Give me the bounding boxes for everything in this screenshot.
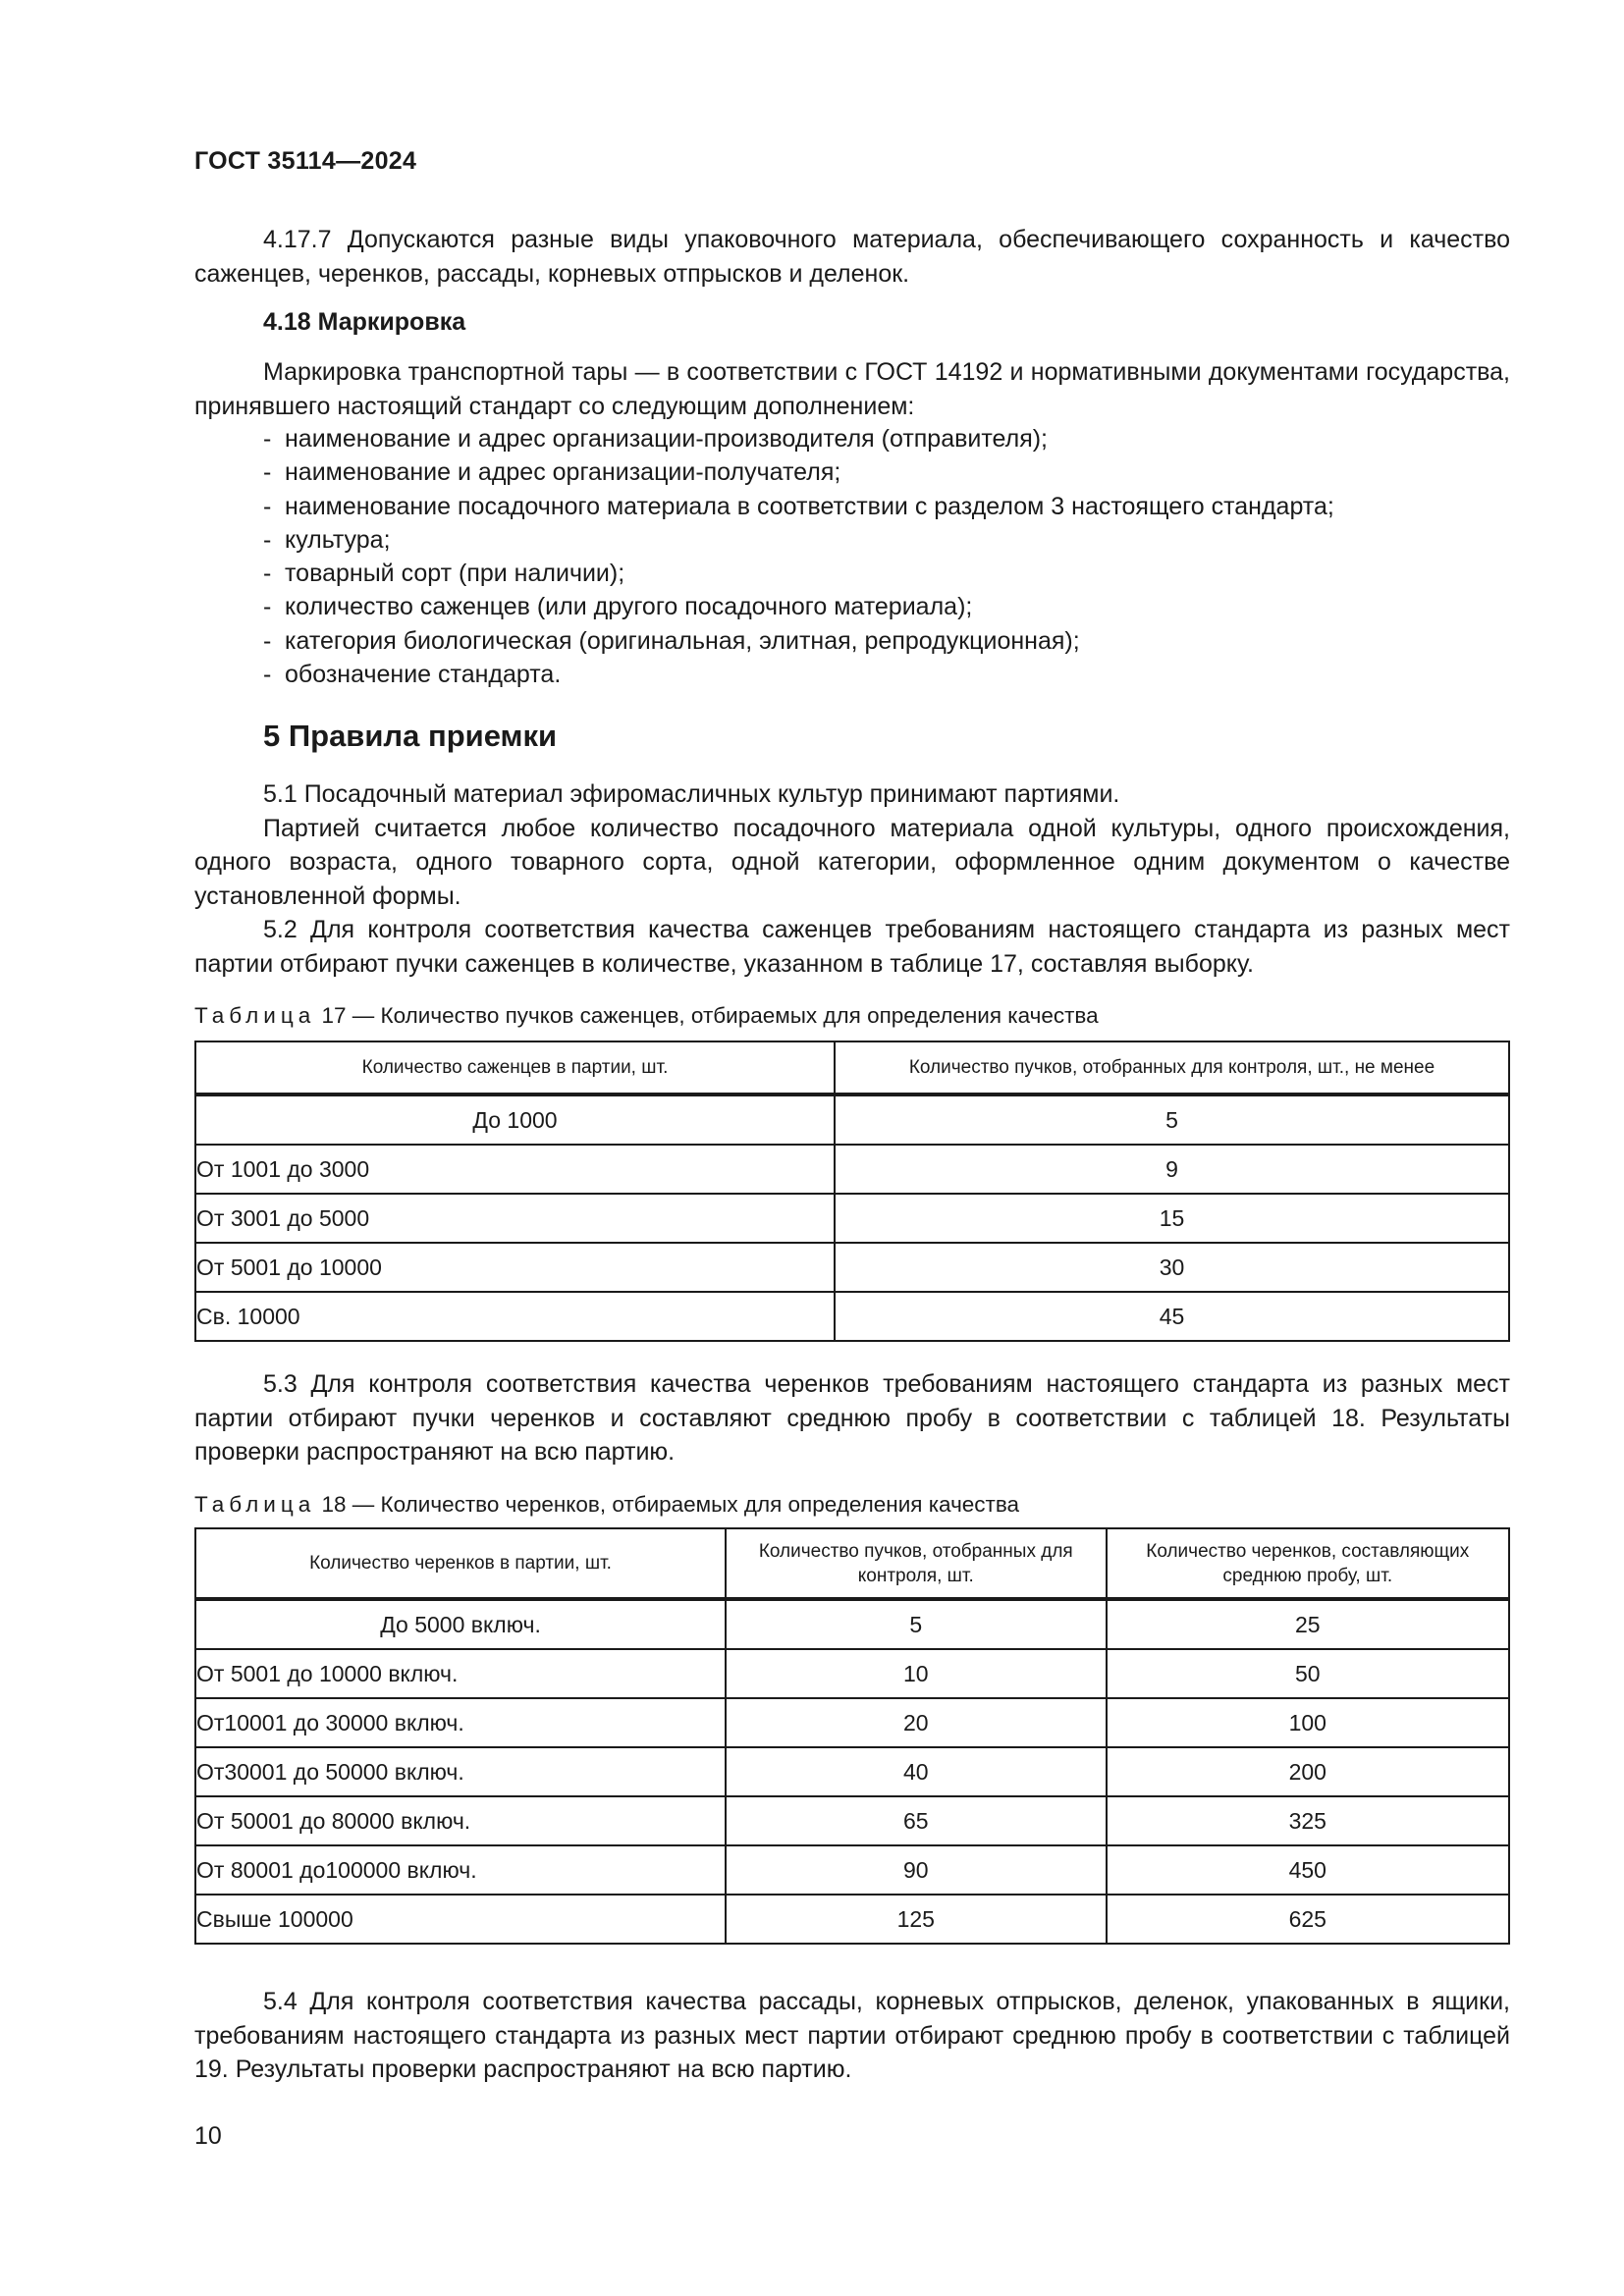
table-cell: 5: [835, 1095, 1509, 1145]
table-cell: 90: [726, 1845, 1106, 1895]
list-dash: -: [263, 425, 272, 453]
page-number: 10: [194, 2122, 222, 2150]
paragraph-5-1: 5.1 Посадочный материал эфиромасличных культур принимают партиями.: [263, 780, 1120, 808]
marking-intro: [194, 355, 1510, 423]
table-cell: 50: [1107, 1649, 1509, 1698]
marking-list: [263, 422, 1334, 691]
table-cell: 10: [726, 1649, 1106, 1698]
list-item: [263, 624, 1334, 658]
list-item: [263, 523, 1334, 557]
list-dash: -: [263, 458, 272, 487]
table-cell: 30: [835, 1243, 1509, 1292]
table-cell: 450: [1107, 1845, 1509, 1895]
list-item-text: культура;: [285, 525, 391, 554]
paragraph-4-17-7: [194, 223, 1510, 291]
table-cell: От 1001 до 3000: [195, 1145, 835, 1194]
list-item-text: наименование и адрес организации-получателя;: [285, 458, 841, 487]
table-cell: От 5001 до 10000: [195, 1243, 835, 1292]
paragraph-5-4: 5.4 Для контроля соответствия качества рассады, корневых отпрысков, деленок, упакованных в ящики, требованиям настоящего стандарта из разных мест партии отбирают среднюю пробу в соответствии с таблицей 19. Результаты проверки распространяют на всю партию.: [194, 1988, 1510, 2083]
paragraph-5-1-b: Партией считается любое количество посадочного материала одной культуры, одного происхождения, одного возраста, одного товарного сорта, одной категории, оформленное одним документом о качестве установленной формы.: [194, 814, 1510, 910]
list-item: [263, 490, 1334, 523]
table-row: [195, 1895, 1509, 1944]
table-header-cell: Количество пучков, отобранных для контроля, шт., не менее: [835, 1041, 1509, 1095]
list-dash: -: [263, 492, 272, 520]
list-item: [263, 658, 1334, 691]
table-header-cell: Количество пучков, отобранных для контроля, шт.: [726, 1528, 1106, 1599]
table-cell: 5: [726, 1599, 1106, 1649]
table-cell: 25: [1107, 1599, 1509, 1649]
list-item-text: категория биологическая (оригинальная, элитная, репродукционная);: [285, 626, 1080, 655]
list-item: [263, 455, 1334, 489]
table-cell: От 5001 до 10000 включ.: [195, 1649, 726, 1698]
table-row: [195, 1095, 1509, 1145]
table-header-cell: Количество черенков, составляющих среднюю пробу, шт.: [1107, 1528, 1509, 1599]
table-row: [195, 1649, 1509, 1698]
table-cell: 40: [726, 1747, 1106, 1796]
paragraph-text: 4.17.7 Допускаются разные виды упаковочного материала, обеспечивающего сохранность и качество саженцев, черенков, рассады, корневых отпрысков и деленок.: [194, 226, 1510, 288]
table-row: [195, 1796, 1509, 1845]
table-cell: До 5000 включ.: [195, 1599, 726, 1649]
table-row: [195, 1145, 1509, 1194]
table-cell: 20: [726, 1698, 1106, 1747]
paragraph-5-3: 5.3 Для контроля соответствия качества черенков требованиям настоящего стандарта из разных мест партии отбирают пучки черенков и составляют среднюю пробу в соответствии с таблицей 18. Результаты проверки распространяют на всю партию.: [194, 1370, 1510, 1466]
table-cell: 100: [1107, 1698, 1509, 1747]
table-cell: Св. 10000: [195, 1292, 835, 1341]
section-heading-5: 5 Правила приемки: [263, 719, 558, 753]
table-cell: 200: [1107, 1747, 1509, 1796]
list-item: [263, 422, 1334, 455]
table-cell: 45: [835, 1292, 1509, 1341]
table-cell: От10001 до 30000 включ.: [195, 1698, 726, 1747]
table-cell: От 50001 до 80000 включ.: [195, 1796, 726, 1845]
table-cell: 65: [726, 1796, 1106, 1845]
list-item: [263, 557, 1334, 590]
list-item-text: наименование и адрес организации-производителя (отправителя);: [285, 425, 1049, 453]
paragraph-5-2: 5.2 Для контроля соответствия качества саженцев требованиям настоящего стандарта из разных мест партии отбирают пучки саженцев в количестве, указанном в таблице 17, составляя выборку.: [194, 916, 1510, 978]
table-row: [195, 1698, 1509, 1747]
table-row: [195, 1243, 1509, 1292]
table-row: [195, 1292, 1509, 1341]
caption-text: 18 — Количество черенков, отбираемых для определения качества: [321, 1492, 1020, 1517]
table-cell: 9: [835, 1145, 1509, 1194]
list-item-text: товарный сорт (при наличии);: [285, 560, 625, 588]
table-cell: От 3001 до 5000: [195, 1194, 835, 1243]
list-dash: -: [263, 661, 272, 689]
table-17: [194, 1041, 1510, 1342]
table-row: [195, 1599, 1509, 1649]
table-header-cell: Количество черенков в партии, шт.: [195, 1528, 726, 1599]
list-item-text: обозначение стандарта.: [285, 661, 562, 689]
table-cell: 125: [726, 1895, 1106, 1944]
list-item-text: количество саженцев (или другого посадочного материала);: [285, 593, 973, 621]
table-cell: Свыше 100000: [195, 1895, 726, 1944]
list-item-text: наименование посадочного материала в соответствии с разделом 3 настоящего стандарта;: [285, 492, 1334, 520]
list-dash: -: [263, 626, 272, 655]
table-word: Таблица: [194, 1492, 316, 1517]
list-dash: -: [263, 560, 272, 588]
caption-text: 17 — Количество пучков саженцев, отбираемых для определения качества: [321, 1003, 1099, 1028]
table-header-cell: Количество саженцев в партии, шт.: [195, 1041, 835, 1095]
paragraph-5-3-block: [194, 1367, 1510, 1469]
section-5-text: [194, 777, 1510, 981]
table-18: [194, 1527, 1510, 1945]
table-17-caption: [194, 1003, 1099, 1029]
table-row: [195, 1747, 1509, 1796]
table-cell: 625: [1107, 1895, 1509, 1944]
heading-4-18: 4.18 Маркировка: [263, 308, 466, 336]
paragraph-text: Маркировка транспортной тары — в соответствии с ГОСТ 14192 и нормативными документами государства, принявшего настоящий стандарт со следующим дополнением:: [194, 358, 1510, 420]
table-row: [195, 1845, 1509, 1895]
table-cell: До 1000: [195, 1095, 835, 1145]
list-item: [263, 590, 1334, 623]
list-dash: -: [263, 593, 272, 621]
table-row: [195, 1194, 1509, 1243]
table-cell: От 80001 до100000 включ.: [195, 1845, 726, 1895]
paragraph-5-4-block: [194, 1985, 1510, 2087]
table-cell: 15: [835, 1194, 1509, 1243]
table-18-caption: [194, 1492, 1019, 1518]
table-word: Таблица: [194, 1003, 316, 1028]
table-cell: От30001 до 50000 включ.: [195, 1747, 726, 1796]
list-dash: -: [263, 525, 272, 554]
document-id: ГОСТ 35114—2024: [194, 147, 417, 175]
table-cell: 325: [1107, 1796, 1509, 1845]
